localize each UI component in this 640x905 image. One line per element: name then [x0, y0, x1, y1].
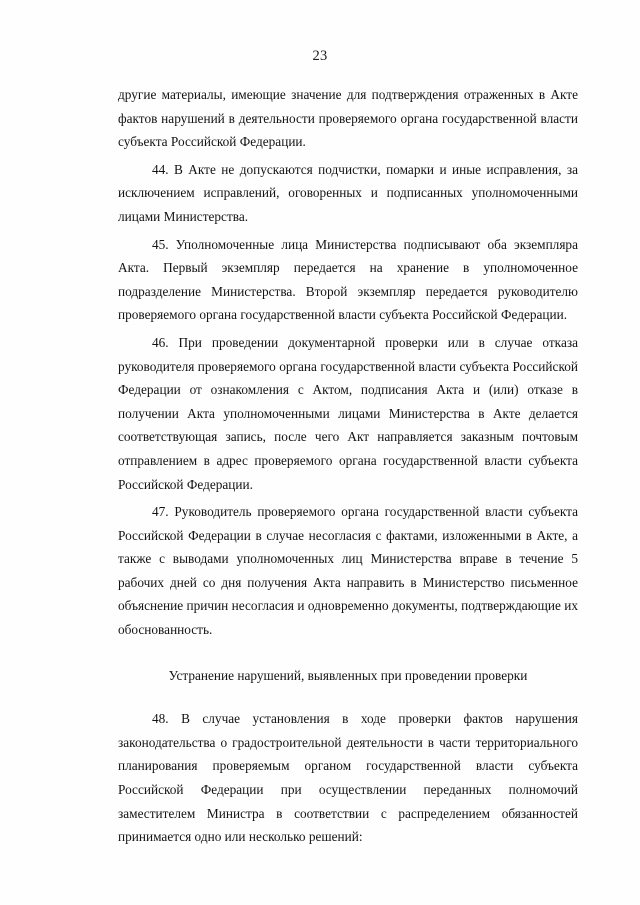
page-number: 23	[312, 48, 328, 64]
paragraph-44: 44. В Акте не допускаются подчистки, помарки и иные исправления, за исключением исправлений, оговоренных и подписанных уполномоченными лицами Министерства.	[118, 161, 578, 224]
paragraph-47: 47. Руководитель проверяемого органа государственной власти субъекта Российской Федерации в случае несогласия с фактами, изложенными в Акте, а также с выводами уполномоченных лиц Министерства вправе в течение 5 рабочих дней со дня получения Акта направить в Министерство письменное объяснение причин несогласия и одновременно документы, подтверждающие их обоснованность.	[118, 504, 578, 638]
paragraph-continuation: другие материалы, имеющие значение для подтверждения отраженных в Акте фактов нарушений в деятельности проверяемого органа государственной власти субъекта Российской Федерации.	[118, 87, 578, 150]
document-body	[118, 83, 578, 849]
paragraph-48: 48. В случае установления в ходе проверки фактов нарушения законодательства о градостроительной деятельности в части территориального планирования проверяемым органом государственной власти субъекта Российской Федерации при осуществлении переданных полномочий заместителем Министра в соответствии с распределением обязанностей принимается одно или несколько решений:	[118, 711, 578, 845]
section-heading: Устранение нарушений, выявленных при проведении проверки	[168, 667, 528, 683]
paragraph-45: 45. Уполномоченные лица Министерства подписывают оба экземпляра Акта. Первый экземпляр передается на хранение в уполномоченное подразделение Министерства. Второй экземпляр передается руководителю проверяемого органа государственной власти субъекта Российской Федерации.	[118, 236, 578, 323]
paragraph-46: 46. При проведении документарной проверки или в случае отказа руководителя проверяемого органа государственной власти субъекта Российской Федерации от ознакомления с Актом, подписания Акта и (или) отказе в получении Акта уполномоченными лицами Министерства в Акте делается соответствующая запись, после чего Акт направляется заказным почтовым отправлением в адрес проверяемого органа государственной власти субъекта Российской Федерации.	[118, 334, 578, 492]
